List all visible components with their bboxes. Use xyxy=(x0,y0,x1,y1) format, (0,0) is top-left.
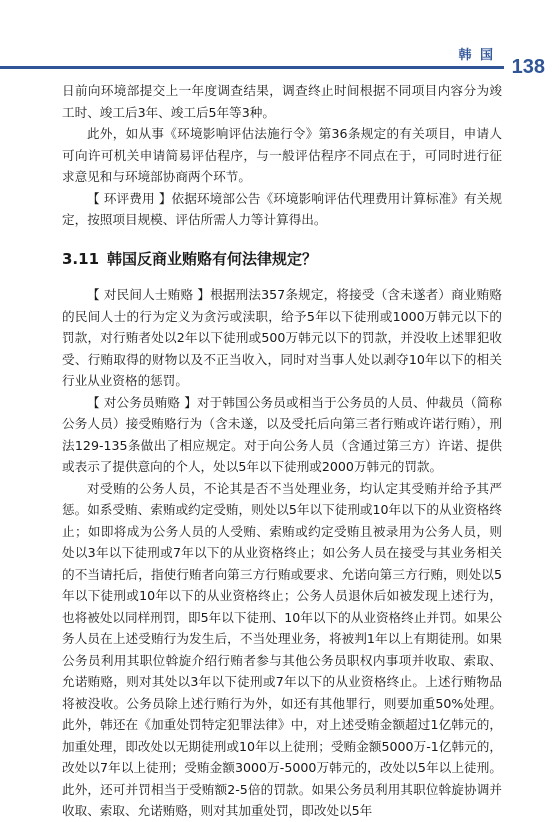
paragraph: 此外，如从事《环境影响评估法施行令》第36条规定的有关项目，申请人可向许可机关申请简易评估程序，与一般评估程序不同点在于，可同时进行征求意见和与环境部协商两个环节。 xyxy=(62,126,502,184)
paragraph-continued: 日前向环境部提交上一年度调查结果，调查终止时间根据不同项目内容分为竣工时、竣工后3年、竣工后5年等3种。 xyxy=(62,83,502,120)
section-heading xyxy=(62,249,502,271)
page-body xyxy=(62,80,502,822)
header-country: 韩 国 xyxy=(458,48,495,63)
paragraph: 【 对公务员贿赂 】对于韩国公务员或相当于公务员的人员、仲裁员（简称公务人员）接受贿赂行为（含未遂，以及受托后向第三者行贿或许诺行贿），刑法129-135条做出了相应规定。对于向公务人员（含通过第三方）许诺、提供或表示了提供意向的个人，处以5年以下徒刑或2000万韩元的罚款。 xyxy=(62,394,502,474)
section-number: 3.11 xyxy=(62,249,100,268)
header-rule xyxy=(0,66,504,69)
section-title: 韩国反商业贿赂有何法律规定？ xyxy=(107,249,318,268)
paragraph: 【 环评费用 】依据环境部公告《环境影响评估代理费用计算标准》有关规定，按照项目规模、评估所需人力等计算得出。 xyxy=(62,190,502,227)
paragraph: 【 对民间人士贿赂 】根据刑法357条规定，将接受（含未遂者）商业贿赂的民间人士的行为定义为贪污或渎职，给予5年以下徒刑或1000万韩元以下的罚款，对行贿者处以2年以下徒刑或500万韩元以下的罚款，并没收上述罪犯收受、行贿取得的财物以及不正当收入，同时对当事人处以剥夺10年以下的相关行业从业资格的惩罚。 xyxy=(62,287,502,388)
paragraph: 对受贿的公务人员，不论其是否不当处理业务，均认定其受贿并给予其严惩。如系受贿、索贿或约定受贿，则处以5年以下徒刑或10年以下的从业资格终止；如即将成为公务人员的人受贿、索贿或约定受贿且被录用为公务人员，则处以3年以下徒刑或7年以下的从业资格终止；如公务人员在接受与其业务相关的不当请托后，指使行贿者向第三方行贿或要求、允诺向第三方行贿，则处以5年以下徒刑或10年以下的从业资格终止；公务人员退休后如被发现上述行为，也将被处以同样刑罚，即5年以下徒刑、10年以下的从业资格终止并罚。如果公务人员在上述受贿行为发生后，不当处理业务，将被判1年以上有期徒刑。如果公务员利用其职位斡旋介绍行贿者参与其他公务员职权内事项并收取、索取、允诺贿赂，则对其处以3年以下徒刑或7年以下的从业资格终止。上述行贿物品将被没收。公务员除上述行贿行为外，如还有其他罪行，则要加重50%处理。此外，韩还在《加重处罚特定犯罪法律》中，对上述受贿金额超过1亿韩元的，加重处理，即改处以无期徒刑或10年以上徒刑；受贿金额5000万-1亿韩元的，改处以7年以上徒刑；受贿金额3000万-5000万韩元的，改处以5年以上徒刑。此外，还可并罚相当于受贿额2-5倍的罚款。如果公务员利用其职位斡旋协调并收取、索取、允诺贿赂，则对其加重处罚，即改处以5年 xyxy=(62,480,502,818)
page-number: 138 xyxy=(511,56,545,78)
